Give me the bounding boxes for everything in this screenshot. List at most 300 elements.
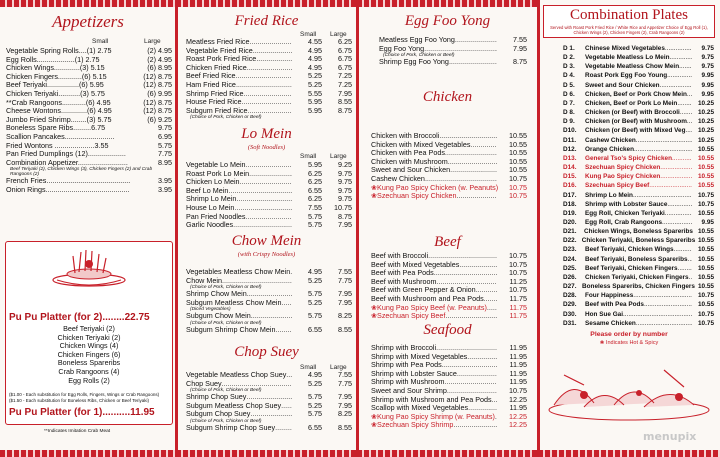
item-price-small: 5.55: [308, 88, 322, 98]
item-name: Shrimp with Broccoli: [371, 343, 437, 352]
pupu-platter-box: [5, 241, 173, 425]
item-name: Beef Lo Mein: [186, 185, 229, 195]
list-item: [186, 312, 352, 321]
item-price-small: 6.55: [308, 185, 322, 195]
list-item: Egg Rolls (2): [68, 375, 110, 385]
item-price-small: 4.95: [308, 45, 322, 55]
item-name: Szechuan Spicy Beef: [585, 182, 650, 190]
item-name: Shrimp Chow Mein: [186, 289, 247, 299]
leader-dots: [453, 421, 497, 430]
item-price: 10.75: [698, 200, 714, 208]
item-name: French Fries..........................................: [6, 177, 131, 186]
item-name: Shrimp Lo Mein: [585, 191, 633, 199]
item-price: 10.55: [698, 264, 714, 272]
item-number: D 3.: [563, 63, 575, 71]
item-name: Beef with Pea Pods: [371, 268, 434, 278]
item-name: Chicken Wings.............(3) 5.15: [6, 64, 105, 73]
item-name: Beef with Mixed Vegetables: [371, 259, 460, 269]
item-name: Vegetable Meatless Chop Suey: [186, 370, 287, 379]
chow-mein-list: [186, 268, 352, 335]
chili-icon: ❀: [371, 411, 378, 421]
leader-dots: [450, 166, 497, 175]
item-note: (Diced Vegetables): [190, 307, 231, 313]
leader-dots: [665, 44, 692, 53]
item-price: 10.55: [698, 182, 714, 190]
large-label: Large: [330, 31, 347, 38]
item-number: D21.: [563, 228, 577, 236]
item-price: 10.75: [509, 259, 527, 269]
item-name: Chicken Wings, Boneless Spareribs: [584, 228, 693, 236]
item-number: D 7.: [563, 99, 575, 107]
item-name: Vegetable Fried Rice: [186, 45, 253, 55]
item-price-large: 8.55: [338, 97, 352, 107]
list-item: [563, 310, 714, 319]
item-price: (6) 9.95: [147, 88, 172, 98]
item-name: Garlic Noodles: [186, 220, 234, 230]
item-price: 9.95: [701, 81, 714, 89]
beef-list: [371, 252, 527, 321]
beef-title: Beef: [434, 234, 461, 250]
item-price-large: 7.95: [338, 289, 352, 299]
item-name: Shrimp with Pea Pods: [371, 360, 442, 370]
item-price: 12.25: [509, 411, 527, 421]
item-number: D19.: [563, 209, 577, 217]
item-price: 10.75: [509, 191, 527, 201]
item-name: Vegetable Meatless Lo Mein: [585, 54, 670, 62]
top-border: [176, 0, 357, 7]
item-price-large: 7.95: [338, 297, 352, 307]
item-price: 10.75: [698, 191, 714, 199]
item-price-small: 5.75: [308, 289, 322, 299]
item-price: 8.75: [513, 57, 527, 67]
item-price-small: 4.55: [308, 37, 322, 46]
item-price-small: 5.75: [308, 409, 322, 419]
item-price: 10.55: [509, 148, 527, 158]
item-price: 9.75: [158, 123, 172, 133]
item-name: Vegetable Lo Mein: [186, 160, 246, 169]
item-price-small: 4.95: [308, 370, 322, 379]
item-price-large: 7.95: [338, 88, 352, 98]
leader-dots: [633, 291, 692, 300]
lo-mein-subtitle: (Soft Noodles): [247, 144, 286, 151]
item-price: 10.55: [698, 164, 714, 172]
list-item: Crab Rangoons (4): [58, 366, 120, 376]
noodles-rice-column: [176, 0, 357, 457]
leader-dots: [470, 141, 497, 150]
item-name: General Tso's Spicy Chicken: [585, 154, 672, 162]
list-item: [563, 245, 714, 254]
leader-dots: [662, 218, 692, 227]
small-label: Small: [92, 38, 109, 45]
item-price: 11.95: [509, 403, 527, 413]
item-name: Chicken (or Beef) with Mixed Veg: [585, 127, 686, 135]
item-name: Shrimp Fried Rice: [186, 88, 244, 98]
item-price-large: 7.55: [338, 267, 352, 276]
list-item: [371, 421, 527, 430]
leader-dots: [670, 53, 692, 62]
leader-dots: [674, 245, 692, 254]
item-name: Sweet and Sour Chicken: [585, 81, 660, 89]
list-item: [371, 312, 527, 321]
leader-dots: [660, 172, 692, 181]
large-label: Large: [330, 364, 347, 371]
leader-dots: [448, 158, 497, 167]
chop-suey-title: Chop Suey: [234, 344, 299, 360]
list-item: [563, 71, 714, 80]
item-number: D27.: [563, 283, 577, 291]
chop-suey-list: [186, 371, 352, 433]
leader-dots: [445, 149, 497, 158]
item-price: 10.25: [698, 99, 714, 107]
item-price: (6) 9.25: [147, 114, 172, 124]
item-name: Sweet and Sour Shrimp: [371, 385, 447, 395]
leader-dots: [455, 36, 497, 45]
list-item: [186, 326, 352, 335]
item-name: **Crab Rangoons............(6) 4.95: [6, 98, 111, 107]
list-item: [186, 380, 352, 389]
item-name: Vegetables Meatless Chow Mein: [186, 267, 291, 276]
item-name: Szechuan Spicy Chicken: [585, 164, 661, 172]
item-price-large: 8.55: [338, 422, 352, 432]
item-name: Shrimp with Mushroom: [371, 377, 445, 387]
item-price: 9.95: [701, 72, 714, 80]
list-item: [563, 90, 714, 99]
item-name: Egg Foo Yong: [379, 43, 425, 53]
item-number: D26.: [563, 273, 577, 281]
list-item: [563, 81, 714, 90]
list-item: [563, 136, 714, 145]
item-price-small: 5.75: [308, 392, 322, 402]
item-price-small: 6.55: [308, 422, 322, 432]
item-price-small: 5.25: [308, 71, 322, 81]
item-price-large: 9.75: [338, 185, 352, 195]
list-item: [563, 273, 714, 282]
item-price-large: 8.25: [338, 409, 352, 419]
item-name: House Fried Rice: [186, 97, 242, 107]
item-price: 10.75: [698, 310, 714, 318]
seafood-list: [371, 344, 527, 430]
item-name: Subgum Meatless Chow Mein: [186, 297, 282, 307]
combination-column: [538, 0, 720, 457]
list-item: Beef Teriyaki (2): [63, 324, 115, 333]
item-price: 10.55: [509, 165, 527, 175]
item-name: Onion Rings..........................................: [6, 185, 130, 194]
pupu-for-2-label: Pu Pu Platter (for 2)........22.75: [9, 312, 150, 323]
item-name: Beef Fried Rice: [186, 71, 236, 81]
list-item: [563, 218, 714, 227]
item-price: 10.55: [509, 156, 527, 166]
item-name: Shrimp with Lobster Sauce: [585, 200, 668, 208]
list-item: [186, 424, 352, 433]
list-item: [6, 142, 172, 151]
list-item: [563, 117, 714, 126]
lo-mein-list: [186, 161, 352, 230]
fried-rice-title: Fried Rice: [234, 13, 299, 29]
leader-dots: [251, 312, 292, 321]
leader-dots: [633, 191, 692, 200]
item-name: Sweet and Sour Chicken: [371, 165, 451, 175]
list-item: [6, 116, 172, 125]
list-item: Boneless Spareribs: [57, 358, 121, 368]
item-number: D 1.: [563, 45, 575, 52]
item-price: 10.55: [509, 131, 527, 140]
leader-dots: [672, 154, 692, 163]
item-price-small: 5.95: [308, 97, 322, 107]
item-number: D31.: [563, 319, 577, 327]
chow-mein-subtitle: (with Crispy Noodles): [237, 251, 296, 258]
list-item: [186, 410, 352, 419]
item-name: Orange Chicken: [585, 145, 635, 153]
list-item: Chicken Wings (4): [59, 341, 119, 351]
item-name: Chicken (or Beef) with Broccoli: [585, 109, 680, 117]
item-name: Beef with Green Pepper & Onion: [371, 285, 476, 295]
item-name: Cashew Chicken: [585, 136, 636, 144]
item-price: 10.55: [698, 145, 714, 153]
item-name: Chicken, Beef or Pork Lo Mein: [585, 99, 678, 107]
item-name: Beef with Broccoli: [371, 251, 429, 260]
item-price: (12) 8.75: [143, 97, 172, 107]
item-price: 11.95: [509, 360, 527, 370]
item-price: 10.75: [698, 292, 714, 300]
item-name: Egg Roll, Crab Rangoons: [585, 218, 663, 226]
item-number: D29.: [563, 301, 577, 309]
chicken-list: [371, 132, 527, 201]
pupu-platter-illustration: [49, 246, 129, 288]
leader-dots: [253, 47, 292, 56]
leader-dots: [445, 378, 498, 387]
item-name: Chicken Fingers............(6) 5.15: [6, 72, 107, 81]
item-price: (12) 8.75: [143, 71, 172, 81]
item-price-large: 8.55: [338, 324, 352, 334]
item-price-large: 8.25: [338, 311, 352, 321]
item-name: Beef with Mushroom and Pea Pods: [371, 293, 484, 303]
item-name: Chicken with Broccoli: [371, 131, 440, 140]
appetizers-column: [0, 0, 176, 457]
item-name: Kung Pao Spicy Shrimp (w. Peanuts): [377, 411, 495, 421]
bottom-border: [176, 450, 357, 457]
item-price: 10.25: [698, 127, 714, 135]
item-price: 5.75: [158, 140, 172, 150]
item-name: Kung Pao Spicy Chicken: [585, 173, 661, 181]
item-number: D15.: [563, 173, 577, 181]
item-price-large: 7.95: [338, 220, 352, 230]
item-number: D28.: [563, 292, 577, 300]
item-number: D 5.: [563, 81, 575, 89]
item-name: Kung Pao Spicy Chicken (w. Peanuts): [377, 182, 499, 192]
item-price-small: 4.95: [308, 54, 322, 64]
item-name: Combination Appetizer.........................: [6, 158, 128, 167]
chili-icon: ❀: [371, 302, 378, 312]
item-price-large: 9.75: [338, 168, 352, 178]
chili-icon: ❀: [599, 340, 605, 346]
item-name: Cashew Chicken: [371, 173, 425, 183]
item-price-small: 5.25: [308, 275, 322, 285]
leader-dots: [249, 170, 292, 179]
item-price-large: 7.25: [338, 79, 352, 89]
item-name: Four Happiness: [585, 292, 634, 300]
list-item: [563, 264, 714, 273]
appetizers-list: [6, 47, 172, 195]
leader-dots: [222, 277, 292, 286]
list-item: [563, 172, 714, 181]
item-price-large: 7.25: [338, 71, 352, 81]
item-name: Subgum Fried Rice: [186, 105, 248, 115]
chili-icon: ❀: [371, 311, 378, 321]
list-item: [379, 58, 527, 67]
item-price: 10.55: [698, 255, 714, 263]
leader-dots: [644, 300, 692, 309]
item-price-large: 7.55: [338, 370, 352, 379]
item-price-large: 7.95: [338, 392, 352, 402]
item-price: 12.25: [509, 394, 527, 404]
item-name: Chicken (or Beef) with Mushroom: [585, 118, 687, 126]
item-name: Beef with Mushroom: [371, 276, 437, 286]
combination-header: [543, 5, 715, 38]
item-number: D 2.: [563, 54, 575, 62]
leader-dots: [667, 200, 692, 209]
order-by-number-text: Please order by number: [590, 331, 668, 338]
item-number: D30.: [563, 310, 577, 318]
item-price-small: 5.25: [308, 79, 322, 89]
small-label: Small: [300, 364, 317, 371]
item-name: Meatless Egg Foo Yong: [379, 35, 455, 44]
item-name: Subgum Shrimp Chop Suey: [186, 422, 276, 432]
item-name: Beef Teriyaki, Boneless Spareribs: [585, 255, 688, 263]
item-price: 10.55: [509, 139, 527, 149]
item-note: (Choice of Pork, Chicken or Beef): [190, 320, 262, 326]
list-item: [563, 53, 714, 62]
item-price: 10.75: [509, 385, 527, 395]
item-price: 10.25: [698, 136, 714, 144]
list-item: [563, 319, 714, 328]
lo-mein-title: Lo Mein: [241, 126, 292, 142]
leader-dots: [459, 261, 497, 270]
leader-dots: [228, 187, 292, 196]
leader-dots: [250, 410, 292, 419]
item-name: Roast Pork Egg Foo Young: [585, 72, 668, 80]
item-price-large: 9.25: [338, 160, 352, 169]
item-price-large: 7.75: [338, 275, 352, 285]
item-number: D 6.: [563, 90, 575, 98]
item-price: (12) 8.75: [143, 106, 172, 116]
list-item: Chicken Teriyaki (2): [57, 332, 121, 342]
item-price: 10.55: [697, 228, 714, 236]
item-name: Shrimp with Mixed Vegetables: [371, 351, 468, 361]
item-price-large: 6.75: [338, 45, 352, 55]
leader-dots: [449, 58, 497, 67]
item-number: D17.: [563, 191, 577, 199]
item-note: (Choice of Pork, Chicken or Beef): [190, 285, 262, 291]
item-number: D25.: [563, 264, 577, 272]
item-note: (Choice of Pork, Chicken or Beef): [383, 53, 455, 59]
chili-icon: ❀: [371, 182, 378, 192]
list-item: [563, 255, 714, 264]
item-note: (Choice of Pork, Chicken or Beef): [190, 418, 262, 424]
chow-mein-title: Chow Mein: [231, 233, 302, 249]
item-number: D24.: [563, 255, 577, 263]
list-item: [563, 300, 714, 309]
item-price: 11.75: [509, 311, 527, 321]
bottom-border: [357, 450, 538, 457]
fried-rice-list: [186, 38, 352, 120]
item-price: 7.95: [513, 43, 527, 53]
small-label: Small: [300, 153, 317, 160]
item-name: Shrimp with Lobster Sauce: [371, 368, 457, 378]
item-price-large: 8.75: [338, 211, 352, 221]
item-number: D 4.: [563, 72, 575, 80]
item-name: Chop Suey: [186, 378, 222, 388]
leader-dots: [678, 264, 692, 273]
leader-dots: [445, 312, 497, 321]
leader-dots: [222, 380, 292, 389]
item-price: 7.75: [158, 149, 172, 159]
list-item: [563, 181, 714, 190]
item-name: Kung Pao Spicy Beef (w. Peanuts): [377, 302, 487, 312]
item-name: Scallop with Mixed Vegetables: [371, 403, 469, 413]
leader-dots: [677, 99, 692, 108]
leader-dots: [434, 269, 497, 278]
item-number: D22.: [563, 237, 577, 245]
entrees-column: [357, 0, 538, 457]
item-name: Egg Rolls...................(1) 2.75: [6, 55, 100, 64]
leader-dots: [281, 402, 292, 411]
item-number: D18.: [563, 200, 577, 208]
item-price-large: 9.75: [338, 194, 352, 204]
item-price-small: 5.95: [308, 105, 322, 115]
item-price: 11.75: [509, 302, 527, 312]
leader-dots: [246, 161, 292, 170]
leader-dots: [250, 38, 292, 47]
leader-dots: [665, 209, 692, 218]
list-item: [563, 291, 714, 300]
leader-dots: [275, 326, 292, 335]
leader-dots: [649, 181, 692, 190]
leader-dots: [247, 64, 292, 73]
item-name: Vegetable Meatless Chow Mein: [585, 63, 680, 71]
item-price-large: 8.75: [338, 105, 352, 115]
item-price: 10.75: [509, 182, 527, 192]
leader-dots: [242, 98, 292, 107]
item-price-large: 6.75: [338, 62, 352, 72]
item-name: Shrimp Chop Suey: [186, 392, 247, 402]
pupu-for-1-label: Pu Pu Platter (for 1)..........11.95: [9, 407, 155, 418]
item-name: Roast Pork Fried Rice: [186, 54, 257, 64]
item-price: (2) 4.95: [147, 46, 172, 55]
item-price: 9.75: [701, 63, 714, 71]
top-border: [357, 0, 538, 7]
list-item: [563, 200, 714, 209]
item-name: Beef with Pea Pods: [585, 301, 644, 309]
list-item: [563, 236, 714, 245]
item-name: Pan Fried Dumplings (12)...................: [6, 150, 126, 159]
chili-icon: ❀: [371, 420, 378, 430]
list-item: [186, 221, 352, 230]
item-name: Chicken Fried Rice: [186, 62, 247, 72]
item-price-small: 4.95: [308, 267, 322, 276]
item-price-small: 6.25: [308, 194, 322, 204]
bottom-border: [0, 450, 176, 457]
list-item: [563, 209, 714, 218]
hot-spicy-legend: [538, 340, 720, 346]
item-price: 9.95: [701, 218, 714, 226]
item-name: Chicken Teriyaki, Boneless Spareribs: [581, 237, 696, 245]
item-name: Subgum Chow Mein: [186, 311, 251, 321]
item-price: (12) 8.75: [143, 80, 172, 90]
item-name: Shrimp Egg Foo Yong: [379, 57, 449, 67]
item-price: 12.25: [509, 420, 527, 430]
list-item: [6, 124, 172, 133]
item-name: Roast Pork Lo Mein: [186, 168, 250, 178]
